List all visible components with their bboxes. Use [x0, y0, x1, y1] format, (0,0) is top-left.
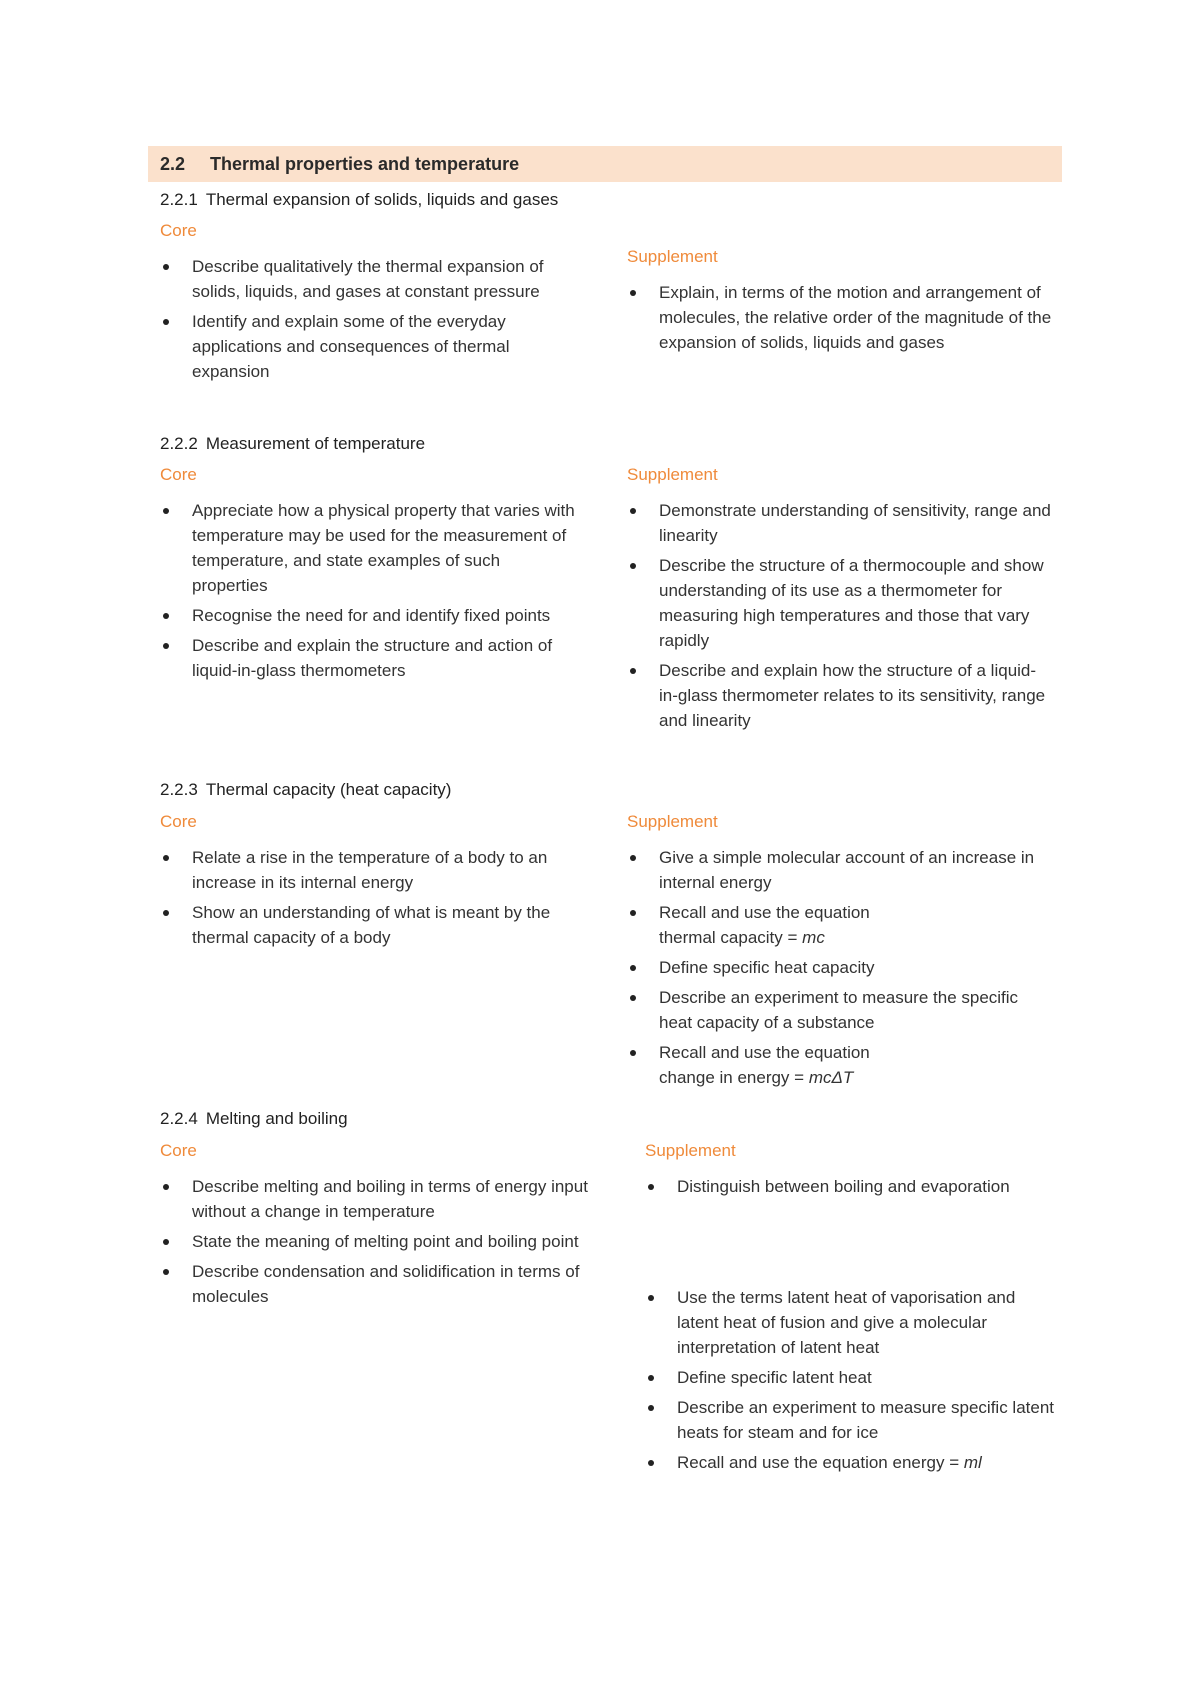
core-list-2-2-1 — [160, 254, 580, 389]
list-item: Describe an experiment to measure the specific heat capacity of a substance — [627, 985, 1052, 1035]
energy-equation: change in energy = mcΔT — [659, 1068, 854, 1087]
latent-heat-equation-rhs: ml — [963, 1453, 982, 1472]
list-item: Recall and use the equation thermal capacity = mc — [627, 900, 1052, 950]
list-item: Use the terms latent heat of vaporisation and latent heat of fusion and give a molecular interpretation of latent heat — [645, 1285, 1060, 1360]
list-item: Give a simple molecular account of an increase in internal energy — [627, 845, 1052, 895]
section-title: Thermal properties and temperature — [210, 153, 520, 174]
list-item: Distinguish between boiling and evaporation — [645, 1174, 1060, 1199]
list-item: Recognise the need for and identify fixed points — [160, 603, 580, 628]
list-item: Describe and explain how the structure of a liquid-in-glass thermometer relates to its sensitivity, range and linearity — [627, 658, 1052, 733]
list-item: Appreciate how a physical property that varies with temperature may be used for the measurement of temperature, and state examples of such properties — [160, 498, 580, 598]
section-banner — [148, 146, 1062, 182]
list-item: Demonstrate understanding of sensitivity, range and linearity — [627, 498, 1052, 548]
subsection-title-2-2-3: 2.2.3 Thermal capacity (heat capacity) — [160, 780, 452, 799]
core-list-2-2-2 — [160, 498, 580, 688]
supplement-label: Supplement — [645, 1141, 736, 1160]
core-label: Core — [160, 1141, 197, 1160]
list-item: Describe the structure of a thermocouple and show understanding of its use as a thermometer for measuring high temperatures and those that vary rapidly — [627, 553, 1052, 653]
list-item: Describe an experiment to measure specific latent heats for steam and for ice — [645, 1395, 1060, 1445]
thermal-capacity-equation: thermal capacity = mc — [659, 928, 825, 947]
section-number: 2.2 — [160, 153, 186, 174]
list-item: Recall and use the equation change in energy = mcΔT — [627, 1040, 1052, 1090]
supplement-list-2-2-2 — [627, 498, 1052, 738]
core-list-2-2-3 — [160, 845, 580, 955]
supplement-list-2-2-3 — [627, 845, 1052, 1095]
supplement-list-2-2-4-b — [645, 1285, 1060, 1480]
core-list-2-2-4 — [160, 1174, 600, 1314]
supplement-label: Supplement — [627, 812, 718, 831]
core-label: Core — [160, 812, 197, 831]
list-item: Describe and explain the structure and action of liquid-in-glass thermometers — [160, 633, 580, 683]
supplement-label: Supplement — [627, 465, 718, 484]
supplement-list-2-2-1 — [627, 280, 1052, 360]
subsection-title-2-2-4: 2.2.4 Melting and boiling — [160, 1109, 348, 1128]
list-item: Recall and use the equation energy = ml — [645, 1450, 1060, 1475]
list-item: Describe condensation and solidification in terms of molecules — [160, 1259, 600, 1309]
list-item: Relate a rise in the temperature of a body to an increase in its internal energy — [160, 845, 580, 895]
core-label: Core — [160, 465, 197, 484]
list-item: State the meaning of melting point and boiling point — [160, 1229, 600, 1254]
list-item: Define specific latent heat — [645, 1365, 1060, 1390]
list-item: Show an understanding of what is meant by the thermal capacity of a body — [160, 900, 580, 950]
subsection-title-2-2-2: 2.2.2 Measurement of temperature — [160, 434, 426, 453]
list-item: Define specific heat capacity — [627, 955, 1052, 980]
list-item: Explain, in terms of the motion and arrangement of molecules, the relative order of the magnitude of the expansion of solids, liquids and gases — [627, 280, 1052, 355]
list-item: Identify and explain some of the everyday applications and consequences of thermal expansion — [160, 309, 580, 384]
supplement-list-2-2-4-a — [645, 1174, 1060, 1204]
supplement-label: Supplement — [627, 247, 718, 266]
list-item: Describe melting and boiling in terms of energy input without a change in temperature — [160, 1174, 600, 1224]
core-label: Core — [160, 221, 197, 240]
list-item: Describe qualitatively the thermal expansion of solids, liquids, and gases at constant pressure — [160, 254, 580, 304]
subsection-title-2-2-1: 2.2.1 Thermal expansion of solids, liquids and gases — [160, 190, 559, 209]
